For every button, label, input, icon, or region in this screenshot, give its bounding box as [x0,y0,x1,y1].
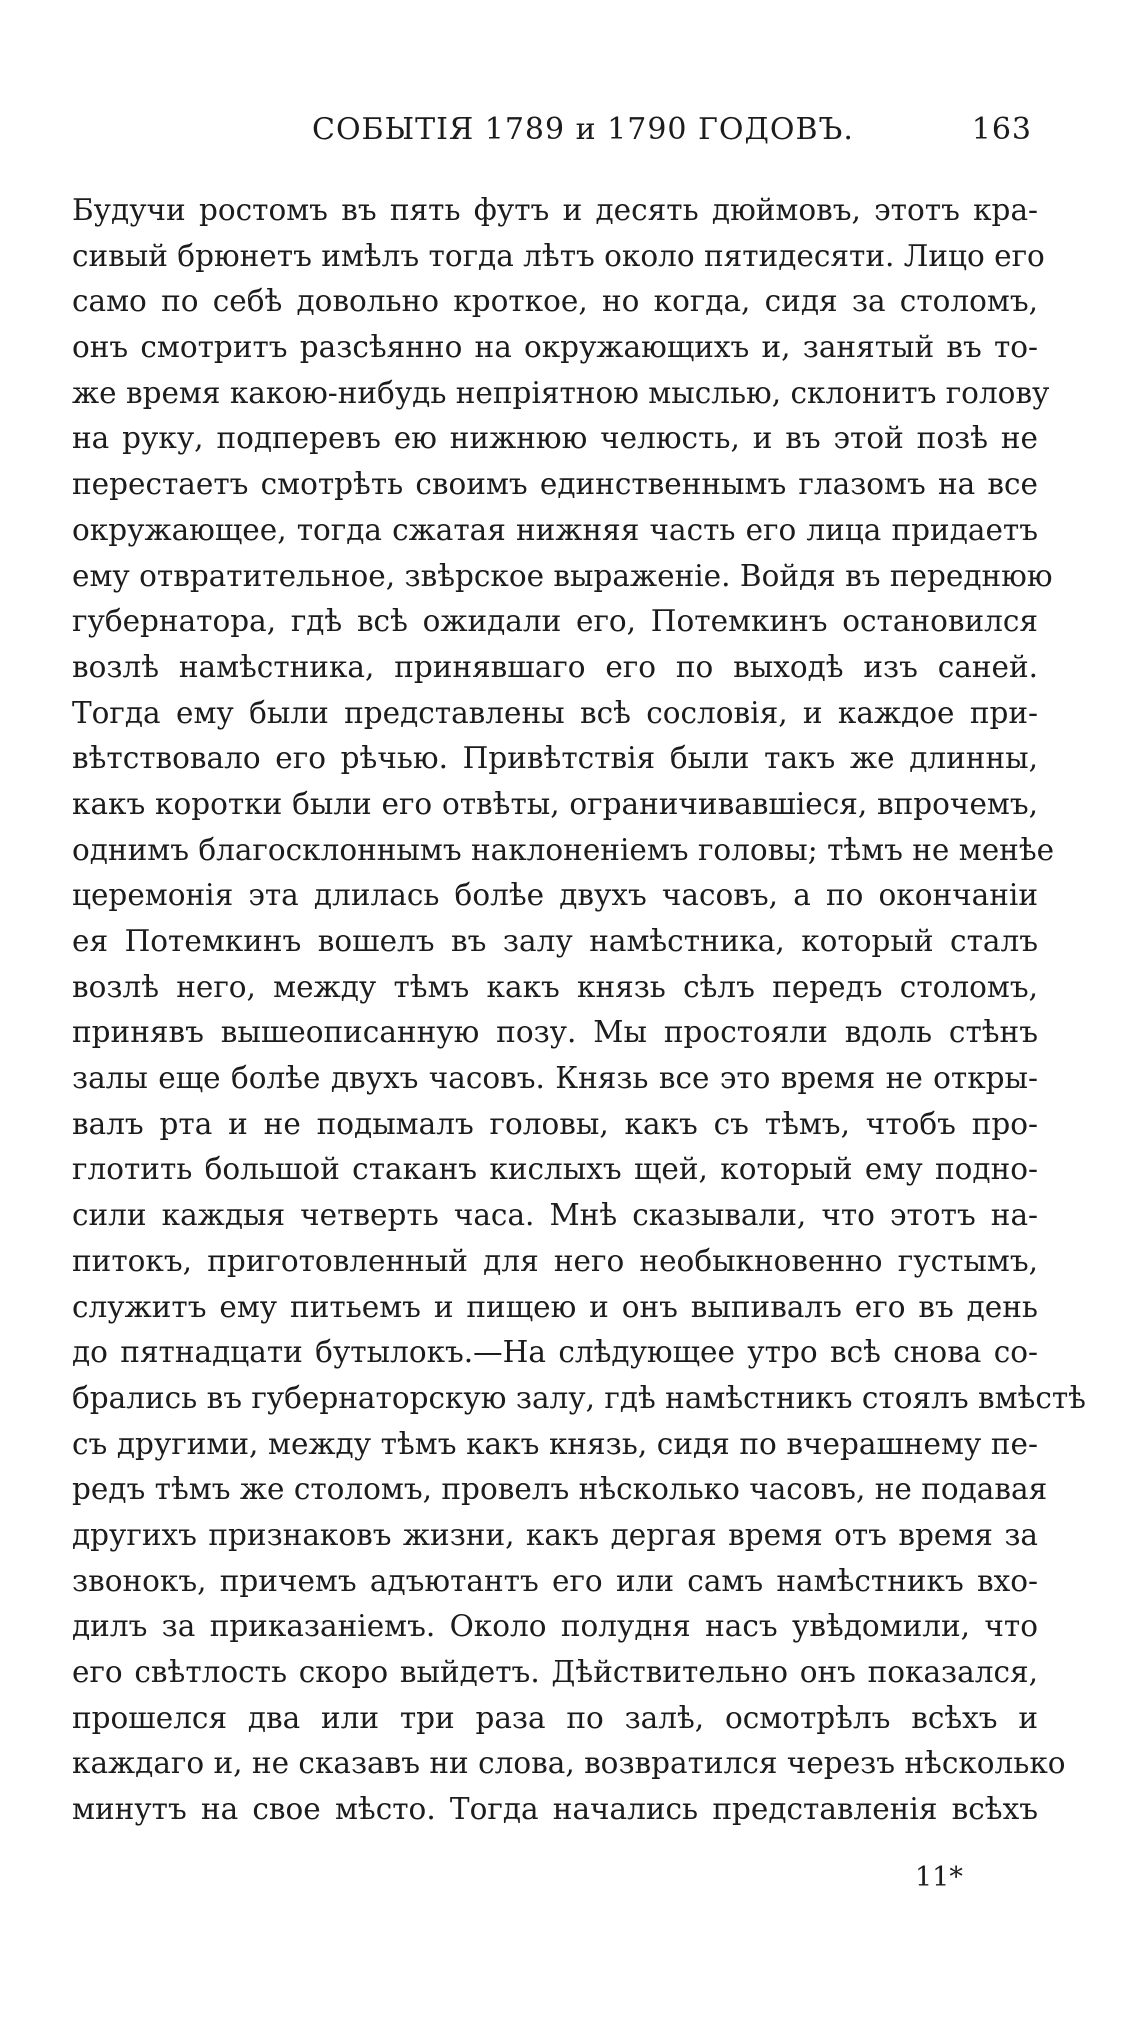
text-line: глотить большой стаканъ кислыхъ щей, который ему подно- [72,1152,1038,1187]
text-line: съ другими, между тѣмъ какъ князь, сидя по вчерашнему пе- [72,1426,1038,1461]
running-head [75,112,1035,156]
text-line: Будучи ростомъ въ пять футъ и десять дюймовъ, этотъ кра- [72,193,1038,227]
body-text [72,188,1086,1833]
text-line: Тогда ему были представлены всѣ сословія, и каждое при- [72,695,1038,730]
text-line: перестаетъ смотрѣть своимъ единственнымъ глазомъ на все [72,467,1038,502]
text-line: какъ коротки были его отвѣты, ограничивавшіеся, впрочемъ, [72,786,1038,821]
text-line: сивый брюнетъ имѣлъ тогда лѣтъ около пятидесяти. Лицо его [72,238,1045,273]
text-line: питокъ, приготовленный для него необыкновенно густымъ, [72,1243,1038,1278]
text-line: прошелся два или три раза по залѣ, осмотрѣлъ всѣхъ и [72,1700,1038,1735]
text-line: ему отвратительное, звѣрское выраженіе. Войдя въ переднюю [72,558,1053,593]
text-line: на руку, подперевъ ею нижнюю челюсть, и въ этой позѣ не [72,421,1038,456]
text-line: онъ смотритъ разсѣянно на окружающихъ и, занятый въ то- [72,330,1038,365]
text-line: каждаго и, не сказавъ ни слова, возвратился черезъ нѣсколько [72,1746,1066,1781]
text-line: звонокъ, причемъ адъютантъ его или самъ намѣстникъ вхо- [72,1563,1038,1598]
text-line: другихъ признаковъ жизни, какъ дергая время отъ время за [72,1517,1038,1552]
text-line: вѣтствовало его рѣчью. Привѣтствія были такъ же длинны, [72,741,1038,776]
running-title: СОБЫТІЯ 1789 и 1790 ГОДОВЪ. [312,112,854,147]
text-line: служитъ ему питьемъ и пищею и онъ выпивалъ его въ день [72,1289,1038,1324]
text-line: же время какою-нибудь непріятною мыслью, склонитъ голову [72,375,1050,410]
text-line: редъ тѣмъ же столомъ, провелъ нѣсколько часовъ, не подавая [72,1472,1048,1507]
text-line: залы еще болѣе двухъ часовъ. Князь все это время не откры- [72,1061,1038,1096]
text-line: ея Потемкинъ вошелъ въ залу намѣстника, который сталъ [72,924,1038,958]
text-line: брались въ губернаторскую залу, гдѣ намѣстникъ стоялъ вмѣстѣ [72,1380,1086,1415]
page-number: 163 [971,112,1032,147]
text-line: его свѣтлость скоро выйдетъ. Дѣйствительно онъ показался, [72,1655,1038,1689]
text-line: возлѣ него, между тѣмъ какъ князь сѣлъ передъ столомъ, [72,969,1038,1004]
text-line: возлѣ намѣстника, принявшаго его по выходѣ изъ саней. [72,649,1038,684]
text-line: минутъ на свое мѣсто. Тогда начались представленія всѣхъ [72,1792,1038,1827]
text-line: само по себѣ довольно кроткое, но когда, сидя за столомъ, [72,284,1038,319]
signature-mark: 11* [915,1862,963,1893]
text-line: валъ рта и не подымалъ головы, какъ съ тѣмъ, чтобъ про- [72,1106,1038,1141]
text-line: однимъ благосклоннымъ наклоненіемъ головы; тѣмъ не менѣе [72,832,1055,867]
text-line: церемонія эта длилась болѣе двухъ часовъ, а по окончаніи [72,878,1038,913]
text-line: принявъ вышеописанную позу. Мы простояли вдоль стѣнъ [72,1015,1038,1050]
text-line: окружающее, тогда сжатая нижняя часть его лица придаетъ [72,512,1038,547]
text-line: дилъ за приказаніемъ. Около полудня насъ увѣдомили, что [72,1609,1038,1644]
text-line: губернатора, гдѣ всѣ ожидали его, Потемкинъ остановился [72,604,1038,639]
text-line: до пятнадцати бутылокъ.—На слѣдующее утро всѣ снова со- [72,1335,1038,1370]
text-line: сили каждыя четверть часа. Мнѣ сказывали, что этотъ на- [72,1198,1038,1233]
